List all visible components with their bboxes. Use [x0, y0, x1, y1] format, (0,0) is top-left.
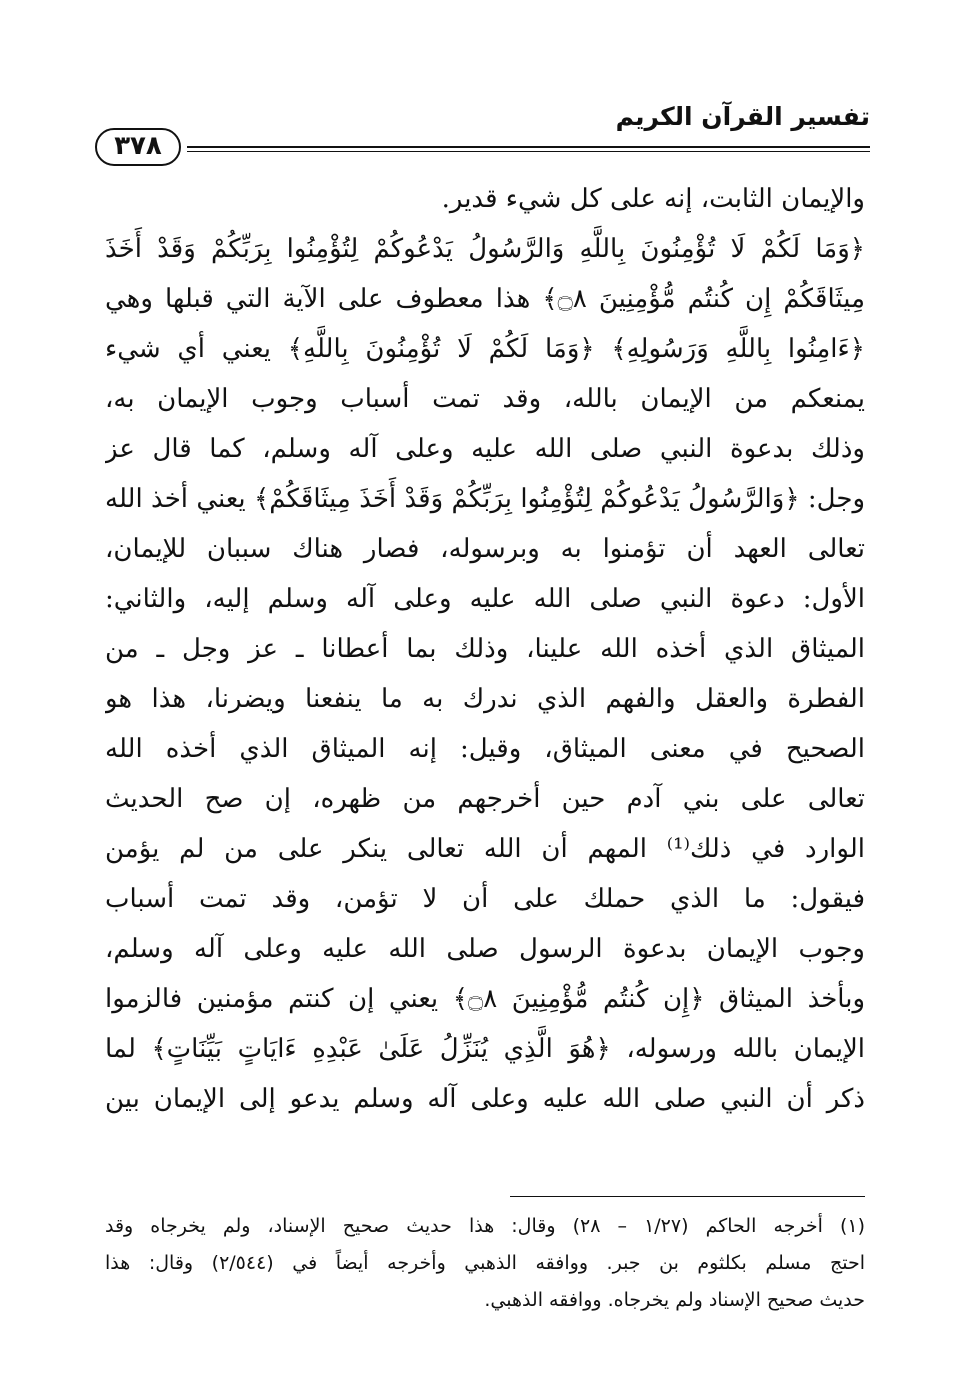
text-line: ﴿وَمَا لَكُمْ لَا تُؤْمِنُونَ بِاللَّهِ وَالرَّسُولُ يَدْعُوكُمْ لِتُؤْمِنُوا بِرَبِّكُمْ وَقَدْ أَخَذَ [105, 234, 865, 264]
text-line: الإيمان بالله ورسوله، ﴿هُوَ الَّذِي يُنَزِّلُ عَلَىٰ عَبْدِهِ ءَايَاتٍ بَيِّنَاتٍ﴾ لما [105, 1034, 865, 1064]
text-line: الأول: دعوة النبي صلى الله عليه وعلى آله وسلم إليه، والثاني: [105, 584, 865, 614]
text-line: الفطرة والعقل والفهم الذي ندرك به ما ينفعنا ويضرنا، هذا هو [105, 684, 865, 714]
main-text [105, 174, 865, 1124]
running-head [95, 94, 870, 164]
text-line: ﴿ءَامِنُوا بِاللَّهِ وَرَسُولِهِ﴾ ﴿وَمَا لَكُمْ لَا تُؤْمِنُونَ بِاللَّهِ﴾ يعني أي شيء [105, 334, 865, 364]
header-rule-thin [187, 151, 870, 152]
text-line: ذكر أن النبي صلى الله عليه وعلى آله وسلم يدعو إلى الإيمان بين [105, 1084, 865, 1114]
book-title: تفسير القرآن الكريم [615, 102, 870, 131]
text-line: مِيثَاقَكُمْ إِن كُنتُم مُّؤْمِنِينَ ۝٨﴾ هذا معطوف على الآية التي قبلها وهي [105, 284, 865, 314]
text-line: وبأخذ الميثاق ﴿إِن كُنتُم مُّؤْمِنِينَ ۝٨﴾ يعني إن كنتم مؤمنين فالزموا [105, 984, 865, 1014]
page-number: ٣٧٨ [95, 128, 181, 166]
text-line: والإيمان الثابت، إنه على كل شيء قدير. [441, 184, 865, 214]
footnote-line: احتج مسلم بكلثوم بن جبر. ووافقه الذهبي وأخرجه أيضاً في (٢/٥٤٤) وقال: هذا [105, 1252, 865, 1274]
text-line: فيقول: ما الذي حملك على أن لا تؤمن، وقد تمت أسباب [105, 884, 865, 914]
text-line: وذلك بدعوة النبي صلى الله عليه وعلى آله وسلم، كما قال عز [105, 434, 865, 464]
text-line: يمنعكم من الإيمان بالله، وقد تمت أسباب وجوب الإيمان به، [105, 384, 865, 414]
footnote-separator [510, 1196, 865, 1197]
footnotes [105, 1208, 865, 1319]
header-rule [187, 146, 870, 148]
text-line: وجل: ﴿وَالرَّسُولُ يَدْعُوكُمْ لِتُؤْمِنُوا بِرَبِّكُمْ وَقَدْ أَخَذَ مِيثَاقَكُمْ﴾ يعني أخذ الله [105, 484, 865, 514]
text-line: وجوب الإيمان بدعوة الرسول صلى الله عليه وعلى آله وسلم، [105, 934, 865, 964]
text-line: الصحيح في معنى الميثاق، وقيل: إنه الميثاق الذي أخذه الله [105, 734, 865, 764]
text-line: تعالى على بني آدم حين أخرجهم من ظهره، إن صح الحديث [105, 784, 865, 814]
text-line: الميثاق الذي أخذه الله علينا، وذلك بما أعطانا ـ عز وجل ـ من [105, 634, 865, 664]
text-line: تعالى العهد أن تؤمنوا به وبرسوله، فصار هناك سببان للإيمان، [105, 534, 865, 564]
footnote-line: حديث صحيح الإسناد ولم يخرجاه. ووافقه الذهبي. [484, 1289, 865, 1311]
footnote-line: (١) أخرجه الحاكم (١/٢٧ – ٢٨) وقال: هذا حديث صحيح الإسناد، ولم يخرجاه وقد [105, 1215, 865, 1237]
text-line: الوارد في ذلك⁽¹⁾ المهم أن الله تعالى ينكر على من لم يؤمن [105, 834, 865, 864]
